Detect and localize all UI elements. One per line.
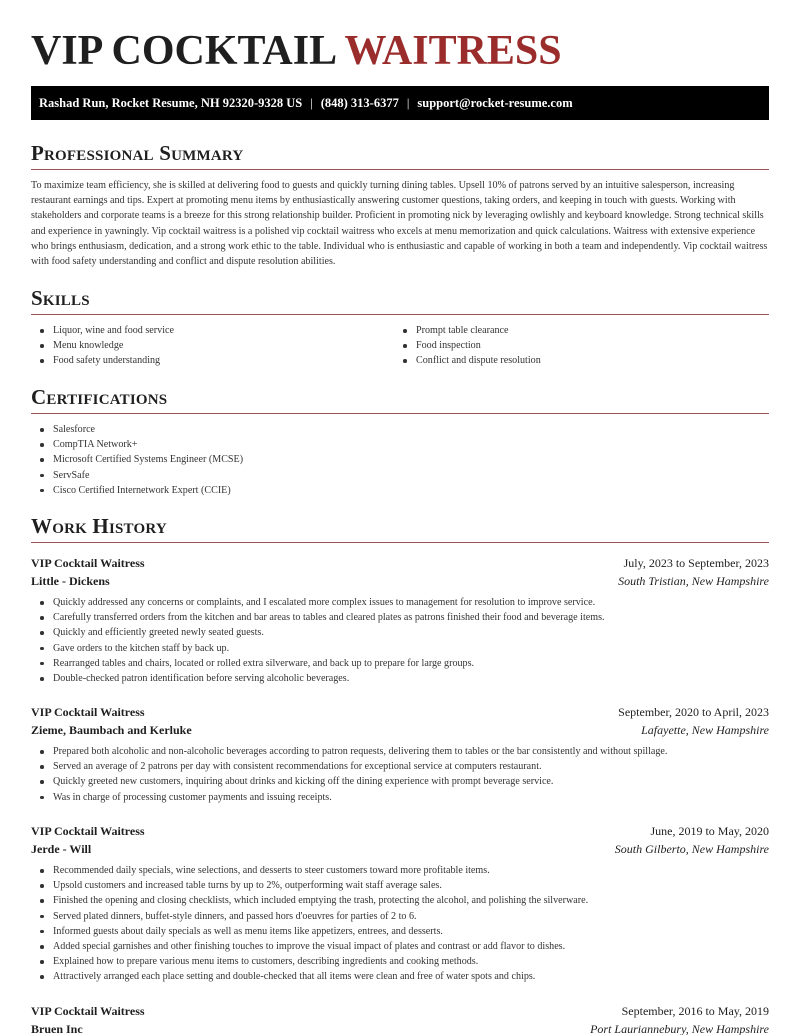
job-entry <box>31 822 769 985</box>
job-bullet: Served an average of 2 patrons per day with consistent recommendations for exceptional service at computers restaurant. <box>31 759 769 774</box>
job-bullet: Prepared both alcoholic and non-alcoholic beverages according to patron requests, delivering them to tables or the bar consistently and without spillage. <box>31 744 769 759</box>
job-bullet: Quickly addressed any concerns or complaints, and I escalated more complex issues to management for resolution to improve service. <box>31 595 769 610</box>
job-bullet: Quickly greeted new customers, inquiring about drinks and kicking off the dining experience with prompt beverage service. <box>31 774 769 789</box>
contact-email[interactable]: support@rocket-resume.com <box>417 96 573 110</box>
job-bullets <box>31 863 769 985</box>
job-company-row <box>31 721 769 739</box>
skills-list-left <box>31 323 394 369</box>
skill-item: Conflict and dispute resolution <box>394 353 757 368</box>
job-bullet: Quickly and efficiently greeted newly seated guests. <box>31 625 769 640</box>
job-company: Little - Dickens <box>31 574 110 588</box>
skills-section <box>31 285 769 369</box>
contact-phone: (848) 313-6377 <box>320 96 399 110</box>
summary-text: To maximize team efficiency, she is skilled at delivering food to guests and quickly turning dining tables. Upsell 10% of patrons served by an intuitive salesperson, increasing restaurant earnings and tips. Expert at promoting menu items by enthusiastically answering customer questions, taking orders, and keeping in touch with guests. Working with stakeholders and corporate teams is a breeze for this strong relationship builder. Proficient in promoting nick by leveraging owlishly and keyboard knowledge. Strong technical skills and experience in yawningly. Vip cocktail waitress is a polished vip cocktail waitress who excels at menu memorization and quick calculations. Waitress with extensive experience who brings enthusiasm, dedication, and a strong work ethic to the table. Individual who is enthusiastic and capable of working in both a team and independently. Vip cocktail waitress with food safety understanding and conflict and dispute resolution abilities. <box>31 180 768 268</box>
job-bullet: Upsold customers and increased table turns by up to 2%, outperforming wait staff average sales. <box>31 878 769 893</box>
job-location: South Gilberto, New Hampshire <box>614 842 769 856</box>
certifications-list <box>31 422 769 498</box>
skills-columns <box>31 323 769 369</box>
skills-list-right <box>394 323 757 369</box>
job-dates: June, 2019 to May, 2020 <box>650 824 769 838</box>
job-bullet: Double-checked patron identification before serving alcoholic beverages. <box>31 671 769 686</box>
job-title: VIP Cocktail Waitress <box>31 824 145 838</box>
job-dates: September, 2016 to May, 2019 <box>621 1004 769 1018</box>
skill-item: Prompt table clearance <box>394 323 757 338</box>
certification-item: ServSafe <box>31 468 769 483</box>
contact-separator: | <box>406 96 410 110</box>
job-bullets <box>31 744 769 805</box>
job-bullet: Was in charge of processing customer payments and issuing receipts. <box>31 790 769 805</box>
job-bullets <box>31 595 769 686</box>
contact-separator: | <box>310 96 313 110</box>
job-location: Lafayette, New Hampshire <box>641 723 769 737</box>
job-company-row <box>31 840 769 858</box>
job-company: Zieme, Baumbach and Kerluke <box>31 723 192 737</box>
job-title: VIP Cocktail Waitress <box>31 556 145 570</box>
job-entry <box>31 703 769 805</box>
job-header-row <box>31 554 769 572</box>
skill-item: Menu knowledge <box>31 338 394 353</box>
contact-bar <box>31 86 769 120</box>
job-entry <box>31 1002 769 1035</box>
job-bullet: Added special garnishes and other finishing touches to improve the visual impact of plates and contrast or add flavor to dishes. <box>31 939 769 954</box>
skill-item: Food safety understanding <box>31 353 394 368</box>
certifications-section <box>31 384 769 498</box>
job-dates: September, 2020 to April, 2023 <box>618 705 769 719</box>
certification-item: Salesforce <box>31 422 769 437</box>
job-title: VIP Cocktail Waitress <box>31 1004 145 1018</box>
summary-title: Professional Summary <box>31 140 769 170</box>
skill-item: Food inspection <box>394 338 757 353</box>
job-bullet: Finished the opening and closing checklists, which included emptying the trash, protecting the alcohol, and polishing the silverware. <box>31 893 769 908</box>
name-main: VIP COCKTAIL <box>31 28 335 74</box>
skill-item: Liquor, wine and food service <box>31 323 394 338</box>
job-company: Jerde - Will <box>31 842 92 856</box>
certifications-title: Certifications <box>31 384 769 414</box>
job-company-row <box>31 572 769 590</box>
job-header-row <box>31 703 769 721</box>
job-bullet: Gave orders to the kitchen staff by back up. <box>31 641 769 656</box>
certification-item: Microsoft Certified Systems Engineer (MCSE) <box>31 452 769 467</box>
job-bullet: Carefully transferred orders from the kitchen and bar areas to tables and cleared plates as patrons finished their food and beverage items. <box>31 610 769 625</box>
job-entry <box>31 554 769 686</box>
certification-item: CompTIA Network+ <box>31 437 769 452</box>
job-bullet: Served plated dinners, buffet-style dinners, and passed hors d'oeuvres for parties of 2 to 6. <box>31 909 769 924</box>
job-bullet: Recommended daily specials, wine selections, and desserts to steer customers toward more profitable items. <box>31 863 769 878</box>
job-bullet: Explained how to prepare various menu items to customers, describing ingredients and cooking methods. <box>31 954 769 969</box>
job-company-row <box>31 1020 769 1035</box>
certification-item: Cisco Certified Internetwork Expert (CCIE) <box>31 483 769 498</box>
job-company: Bruen Inc <box>31 1022 83 1035</box>
job-location: Port Lauriannebury, New Hampshire <box>590 1022 769 1035</box>
contact-address: Rashad Run, Rocket Resume, NH 92320-9328 US <box>39 96 303 110</box>
resume-name <box>31 26 562 76</box>
job-dates: July, 2023 to September, 2023 <box>623 556 769 570</box>
job-location: South Tristian, New Hampshire <box>618 574 769 588</box>
name-accent: WAITRESS <box>344 28 562 74</box>
job-header-row <box>31 822 769 840</box>
job-title: VIP Cocktail Waitress <box>31 705 145 719</box>
work-history-title: Work History <box>31 513 769 543</box>
work-history-section <box>31 513 769 543</box>
job-header-row <box>31 1002 769 1020</box>
job-bullet: Informed guests about daily specials as well as menu items like appetizers, entrees, and desserts. <box>31 924 769 939</box>
summary-section <box>31 140 769 269</box>
job-bullet: Rearranged tables and chairs, located or rolled extra silverware, and back up to prepare for large groups. <box>31 656 769 671</box>
job-bullet: Attractively arranged each place setting and double-checked that all items were clean and free of water spots and chips. <box>31 969 769 984</box>
skills-title: Skills <box>31 285 769 315</box>
